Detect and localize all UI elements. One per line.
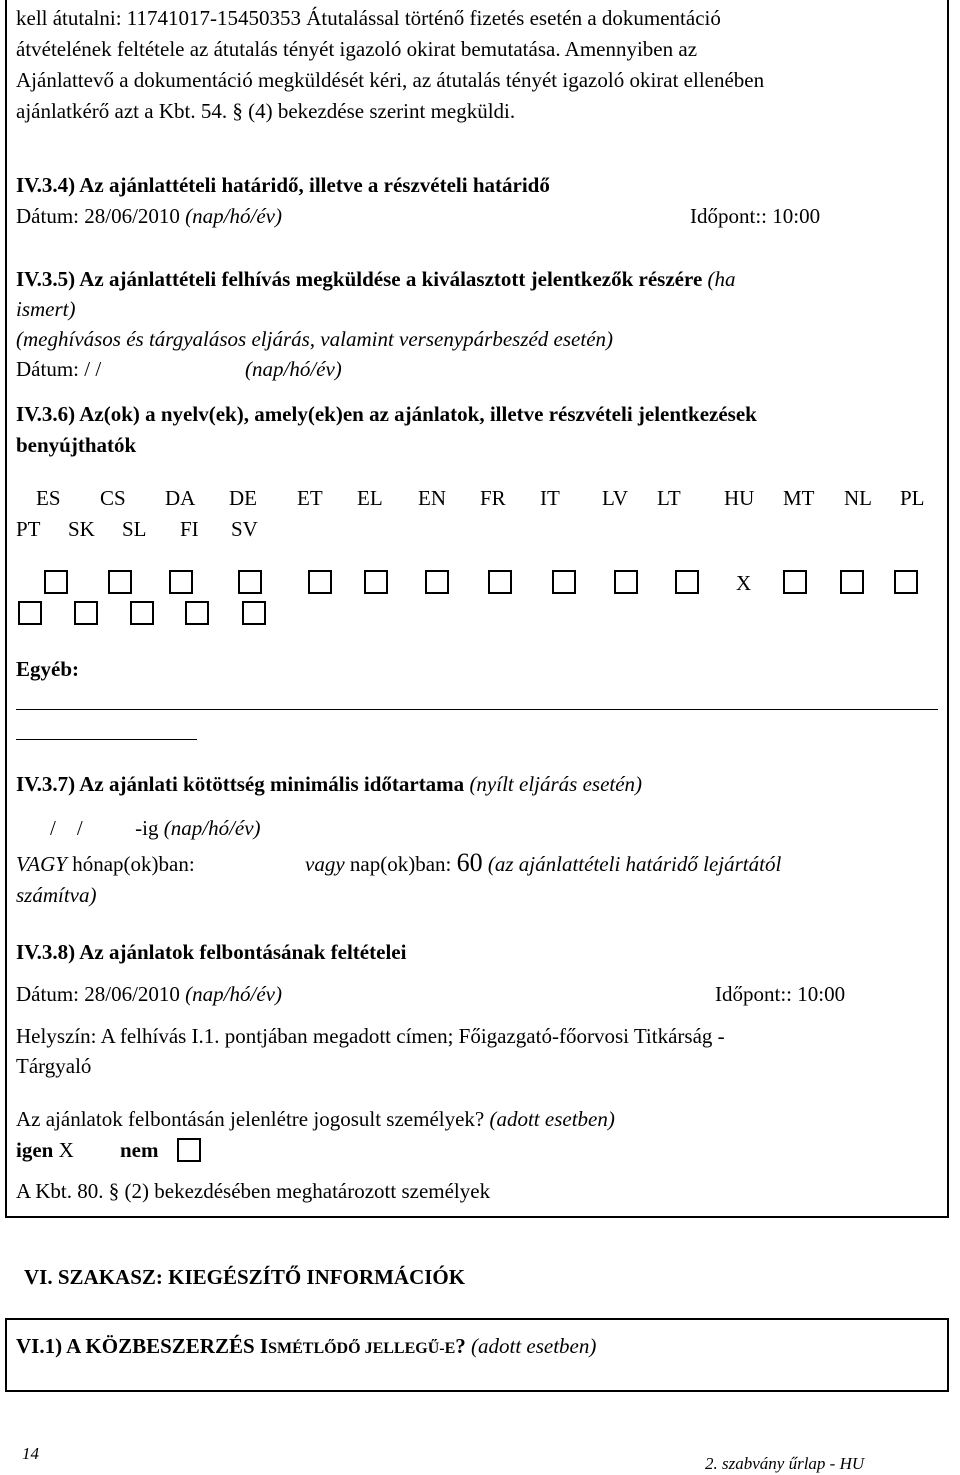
s4-time: Időpont:: 10:00 [690, 204, 821, 228]
lang-da: DA [165, 486, 196, 510]
s7-title-row [16, 772, 642, 796]
s7-vagy-2: vagy [305, 852, 345, 876]
s5-title-note: (ha [707, 267, 736, 291]
s4-date-format: (nap/hó/év) [185, 204, 282, 228]
s7-vagy: VAGY [16, 852, 67, 876]
intro-line-1: kell átutalni: 11741017-15450353 Átutalással történő fizetés esetén a dokumentáció [16, 6, 721, 30]
vi1-note: (adott esetben) [471, 1334, 597, 1358]
checkbox-lt[interactable] [675, 570, 699, 594]
s5-title: IV.3.5) Az ajánlattételi felhívás megküldése a kiválasztott jelentkezők részére [16, 267, 703, 291]
checkbox-sk[interactable] [74, 601, 98, 625]
s4-title: IV.3.4) Az ajánlattételi határidő, illetve a részvételi határidő [16, 173, 550, 197]
s4-date [16, 204, 282, 228]
s7-date-row [50, 816, 261, 840]
s7-days-value: 60 [456, 848, 483, 877]
s7-days-note-2: számítva) [16, 883, 97, 907]
s5-subtitle: (meghívásos és tárgyalásos eljárás, valamint versenypárbeszéd esetén) [16, 327, 614, 351]
s7-months-label: hónap(ok)ban: [72, 852, 195, 876]
s5-date-label: Dátum: / / [16, 357, 102, 381]
other-language-label: Egyéb: [16, 657, 79, 681]
s7-date-format: (nap/hó/év) [163, 816, 261, 840]
checkbox-nl[interactable] [840, 570, 864, 594]
page-number: 14 [22, 1444, 39, 1463]
lang-fi: FI [180, 517, 199, 541]
s7-months [16, 852, 195, 876]
s8-no-label: nem [120, 1138, 159, 1162]
s8-date-label: Dátum: 28/06/2010 [16, 982, 180, 1006]
s8-date [16, 982, 282, 1006]
s7-date-line: / / -ig [50, 816, 159, 840]
s5-title-row [16, 267, 736, 291]
checkbox-fr[interactable] [488, 570, 512, 594]
vi1-title-d: ? [455, 1334, 466, 1358]
lang-el: EL [357, 486, 383, 510]
lang-es: ES [36, 486, 61, 510]
checkbox-cs[interactable] [108, 570, 132, 594]
form-name: 2. szabvány űrlap - HU [705, 1454, 865, 1473]
lang-et: ET [297, 486, 323, 510]
checkbox-lv[interactable] [614, 570, 638, 594]
s7-days-note-1: (az ajánlattételi határidő lejártától [487, 852, 782, 876]
other-language-line-1[interactable] [16, 709, 938, 710]
s6-title-1: IV.3.6) Az(ok) a nyelv(ek), amely(ek)en az ajánlatok, illetve részvételi jelentkezések [16, 402, 757, 426]
lang-de: DE [229, 486, 257, 510]
lang-lt: LT [657, 486, 681, 510]
checkbox-mt[interactable] [783, 570, 807, 594]
s8-title: IV.3.8) Az ajánlatok felbontásának feltételei [16, 940, 407, 964]
lang-nl: NL [844, 486, 872, 510]
s4-date-label: Dátum: 28/06/2010 [16, 204, 180, 228]
lang-lv: LV [602, 486, 629, 510]
checkbox-et[interactable] [308, 570, 332, 594]
s7-days [305, 848, 781, 878]
lang-en: EN [418, 486, 446, 510]
checkbox-sl[interactable] [130, 601, 154, 625]
lang-it: IT [540, 486, 560, 510]
checkbox-hu-mark[interactable]: X [736, 571, 752, 595]
vi1-title-b: SMÉTLŐDŐ [268, 1340, 361, 1357]
s8-question-note: (adott esetben) [489, 1107, 615, 1131]
s8-date-format: (nap/hó/év) [185, 982, 282, 1006]
intro-line-4: ajánlatkérő azt a Kbt. 54. § (4) bekezdése szerint megküldi. [16, 99, 516, 123]
intro-line-2: átvételének feltétele az átutalás tényét igazoló okirat bemutatása. Amennyiben az [16, 37, 698, 61]
s7-days-label: nap(ok)ban: [349, 852, 452, 876]
s5-title-note-2: ismert) [16, 297, 76, 321]
s8-kbt: A Kbt. 80. § (2) bekezdésében meghatározott személyek [16, 1179, 491, 1203]
lang-sk: SK [68, 517, 95, 541]
lang-hu: HU [724, 486, 755, 510]
vi1-title-c: JELLEGŰ-E [360, 1340, 456, 1357]
s5-date-format: (nap/hó/év) [245, 357, 342, 381]
other-language-line-2[interactable] [16, 739, 197, 740]
s7-title-note: (nyílt eljárás esetén) [469, 772, 643, 796]
intro-line-3: Ajánlattevő a dokumentáció megküldését kéri, az átutalás tényét igazoló okirat ellenében [16, 68, 765, 92]
s6-title-2: benyújthatók [16, 433, 137, 457]
s8-question-row [16, 1107, 615, 1131]
checkbox-el[interactable] [364, 570, 388, 594]
s8-yes-mark[interactable]: X [58, 1138, 74, 1162]
lang-fr: FR [480, 486, 506, 510]
checkbox-no[interactable] [177, 1138, 201, 1162]
lang-pl: PL [900, 486, 925, 510]
checkbox-fi[interactable] [185, 601, 209, 625]
lang-mt: MT [783, 486, 815, 510]
checkbox-pt[interactable] [18, 601, 42, 625]
s7-title: IV.3.7) Az ajánlati kötöttség minimális időtartama [16, 772, 465, 796]
s8-question: Az ajánlatok felbontásán jelenlétre jogosult személyek? [16, 1107, 485, 1131]
checkbox-en[interactable] [425, 570, 449, 594]
vi1-row [16, 1334, 596, 1358]
checkbox-it[interactable] [552, 570, 576, 594]
checkbox-da[interactable] [169, 570, 193, 594]
checkbox-sv[interactable] [242, 601, 266, 625]
s8-time: Időpont:: 10:00 [715, 982, 846, 1006]
lang-sl: SL [122, 517, 147, 541]
lang-sv: SV [231, 517, 258, 541]
s8-place-2: Tárgyaló [16, 1054, 92, 1078]
checkbox-pl[interactable] [894, 570, 918, 594]
checkbox-es[interactable] [44, 570, 68, 594]
lang-cs: CS [100, 486, 126, 510]
lang-pt: PT [16, 517, 41, 541]
section-vi-title: VI. SZAKASZ: KIEGÉSZÍTŐ INFORMÁCIÓK [24, 1265, 466, 1289]
s8-yes-label: igen [16, 1138, 54, 1162]
checkbox-de[interactable] [238, 570, 262, 594]
vi1-title-a: VI.1) A KÖZBESZERZÉS I [16, 1334, 269, 1358]
s8-yes-no-row [16, 1138, 74, 1162]
s8-place-1: Helyszín: A felhívás I.1. pontjában megadott címen; Főigazgató-főorvosi Titkárság - [16, 1024, 725, 1048]
